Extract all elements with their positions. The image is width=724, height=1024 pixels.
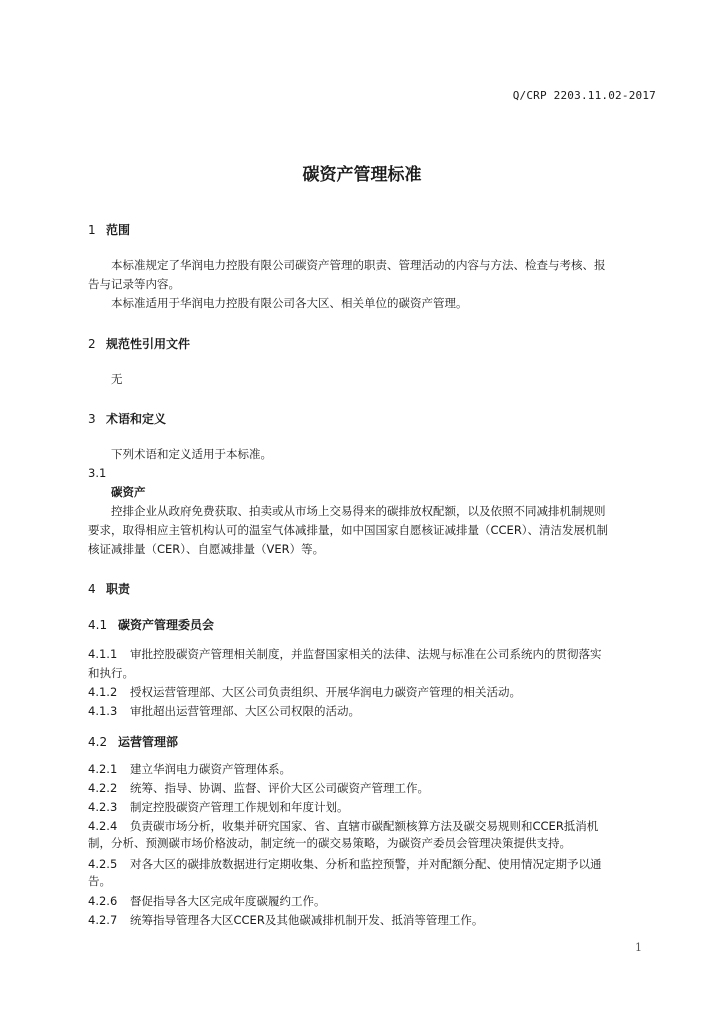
clause-text: 统筹指导管理各大区CCER及其他碳减排机制开发、抵消等管理工作。 <box>130 913 484 927</box>
clause-number: 4.2.4 <box>88 819 118 833</box>
clause-4-2-1 <box>88 761 291 777</box>
clause-number: 4.2.6 <box>88 894 118 908</box>
clause-text: 建立华润电力碳资产管理体系。 <box>130 762 291 776</box>
section-title: 术语和定义 <box>106 412 167 426</box>
clause-text: 统筹、指导、协调、监督、评价大区公司碳资产管理工作。 <box>130 781 429 795</box>
term-name: 碳资产 <box>111 485 146 499</box>
clause-4-2-7 <box>88 912 483 928</box>
section-number: 4 <box>88 582 96 596</box>
clause-number: 4.1.2 <box>88 685 118 699</box>
clause-4-2-6 <box>88 893 326 909</box>
page-number: 1 <box>635 941 642 954</box>
clause-text: 督促指导各大区完成年度碳履约工作。 <box>130 894 326 908</box>
clause-text: 审批超出运营管理部、大区公司权限的活动。 <box>130 704 360 718</box>
paragraph-line: 要求，取得相应主管机构认可的温室气体减排量，如中国国家自愿核证减排量（CCER）、清洁发展机制 <box>88 523 609 537</box>
section-number: 1 <box>88 223 96 237</box>
paragraph-line: 告。 <box>88 874 111 888</box>
clause-text: 审批控股碳资产管理相关制度，并监督国家相关的法律、法规与标准在公司系统内的贯彻落实 <box>130 647 602 661</box>
clause-number: 4.2.1 <box>88 762 118 776</box>
paragraph-line: 和执行。 <box>88 666 134 680</box>
clause-4-2-2 <box>88 780 429 796</box>
subsection-title: 运营管理部 <box>118 735 179 749</box>
document-title: 碳资产管理标准 <box>302 165 422 185</box>
clause-text: 授权运营管理部、大区公司负责组织、开展华润电力碳资产管理的相关活动。 <box>130 685 521 699</box>
clause-4-1-3 <box>88 703 360 719</box>
subsection-number: 4.1 <box>88 618 108 632</box>
paragraph-line: 告与记录等内容。 <box>88 277 180 291</box>
clause-4-1-2 <box>88 684 521 700</box>
document-number: Q/CRP 2203.11.02-2017 <box>512 89 656 102</box>
clause-4-2-5 <box>88 856 602 872</box>
clause-text: 对各大区的碳排放数据进行定期收集、分析和监控预警，并对配额分配、使用情况定期予以通 <box>130 857 602 871</box>
term-number: 3.1 <box>88 466 107 480</box>
paragraph-line: 下列术语和定义适用于本标准。 <box>111 447 272 461</box>
section-title: 职责 <box>106 582 131 596</box>
clause-number: 4.2.2 <box>88 781 118 795</box>
section-title: 规范性引用文件 <box>106 337 191 351</box>
clause-4-2-3 <box>88 799 349 815</box>
clause-number: 4.2.5 <box>88 857 118 871</box>
paragraph-line: 控排企业从政府免费获取、拍卖或从市场上交易得来的碳排放权配额，以及依照不同减排机制规则 <box>111 504 606 518</box>
clause-number: 4.2.7 <box>88 913 118 927</box>
clause-4-1-1 <box>88 646 602 662</box>
paragraph-line: 无 <box>111 372 123 386</box>
subsection-number: 4.2 <box>88 735 108 749</box>
section-4-heading <box>88 580 130 597</box>
paragraph-line: 核证减排量（CER）、自愿减排量（VER）等。 <box>88 542 325 556</box>
section-1-heading <box>88 221 130 238</box>
section-number: 2 <box>88 337 96 351</box>
clause-number: 4.2.3 <box>88 800 118 814</box>
paragraph-line: 本标准适用于华润电力控股有限公司各大区、相关单位的碳资产管理。 <box>111 296 468 310</box>
paragraph-line: 本标准规定了华润电力控股有限公司碳资产管理的职责、管理活动的内容与方法、检查与考核、报 <box>111 258 606 272</box>
subsection-4-2-heading <box>88 733 178 750</box>
section-number: 3 <box>88 412 96 426</box>
clause-number: 4.1.1 <box>88 647 118 661</box>
section-2-heading <box>88 335 190 352</box>
clause-number: 4.1.3 <box>88 704 118 718</box>
subsection-4-1-heading <box>88 616 214 633</box>
section-3-heading <box>88 410 166 427</box>
clause-text: 制定控股碳资产管理工作规划和年度计划。 <box>130 800 349 814</box>
clause-text: 负责碳市场分析，收集并研究国家、省、直辖市碳配额核算方法及碳交易规则和CCER抵消机 <box>130 819 599 833</box>
paragraph-line: 制，分析、预测碳市场价格波动，制定统一的碳交易策略，为碳资产委员会管理决策提供支持。 <box>88 836 571 850</box>
section-title: 范围 <box>106 223 131 237</box>
subsection-title: 碳资产管理委员会 <box>118 618 215 632</box>
clause-4-2-4 <box>88 818 598 834</box>
